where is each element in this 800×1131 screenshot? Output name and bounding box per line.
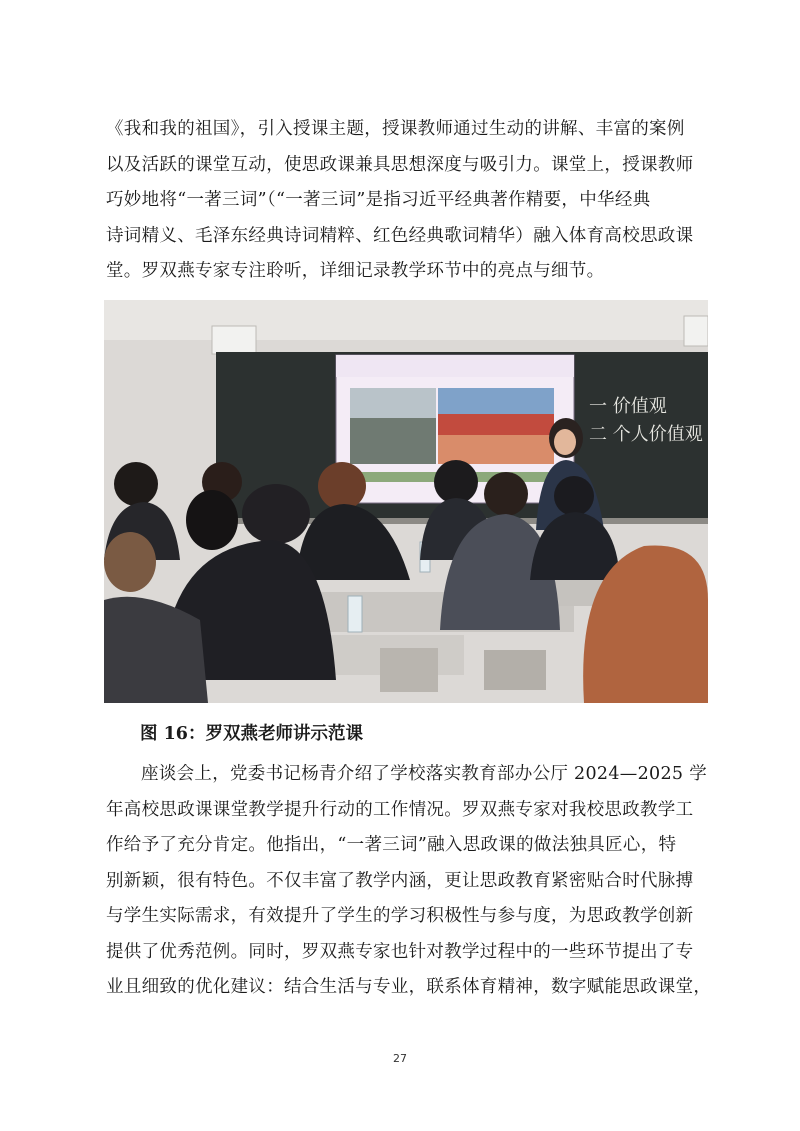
text-line: 别新颖，很有特色。不仅丰富了教学内涵，更让思政教育紧密贴合时代脉搏 [106, 870, 694, 891]
blackboard-text: 二 个人价值观 [589, 424, 703, 445]
text-line: 以及活跃的课堂互动，使思政课兼具思想深度与吸引力。课堂上，授课教师 [106, 154, 694, 175]
text-line: 业且细致的优化建议：结合生活与专业，联系体育精神，数字赋能思政课堂， [106, 977, 712, 997]
text-line: 与学生实际需求，有效提升了学生的学习积极性与参与度，为思政教学创新 [106, 906, 694, 926]
paragraph-meeting [106, 757, 712, 1006]
text-line: 座谈会上，党委书记杨青介绍了学校落实教育部办公厅 2024—2025 学 [141, 764, 707, 784]
text-line: 年高校思政课课堂教学提升行动的工作情况。罗双燕专家对我校思政教学工 [106, 799, 694, 820]
page-number: 27 [393, 1052, 407, 1065]
classroom-photo [104, 300, 708, 703]
text-line: 作给予了充分肯定。他指出，“一著三词”融入思政课的做法独具匠心，特 [106, 835, 677, 855]
text-line: 巧妙地将“一著三词”（“一著三词”是指习近平经典著作精要，中华经典 [106, 190, 651, 210]
text-line: 堂。罗双燕专家专注聆听，详细记录教学环节中的亮点与细节。 [106, 261, 605, 281]
text-line: 《我和我的祖国》，引入授课主题，授课教师通过生动的讲解、丰富的案例 [106, 119, 685, 139]
text-line: 提供了优秀范例。同时，罗双燕专家也针对教学过程中的一些环节提出了专 [106, 941, 694, 962]
blackboard-text: 一 价值观 [589, 396, 667, 417]
text-line: 诗词精义、毛泽东经典诗词精粹、红色经典歌词精华）融入体育高校思政课 [106, 225, 694, 246]
paragraph-intro [106, 112, 706, 290]
figure-caption: 图 16：罗双燕老师讲示范课 [140, 724, 363, 744]
